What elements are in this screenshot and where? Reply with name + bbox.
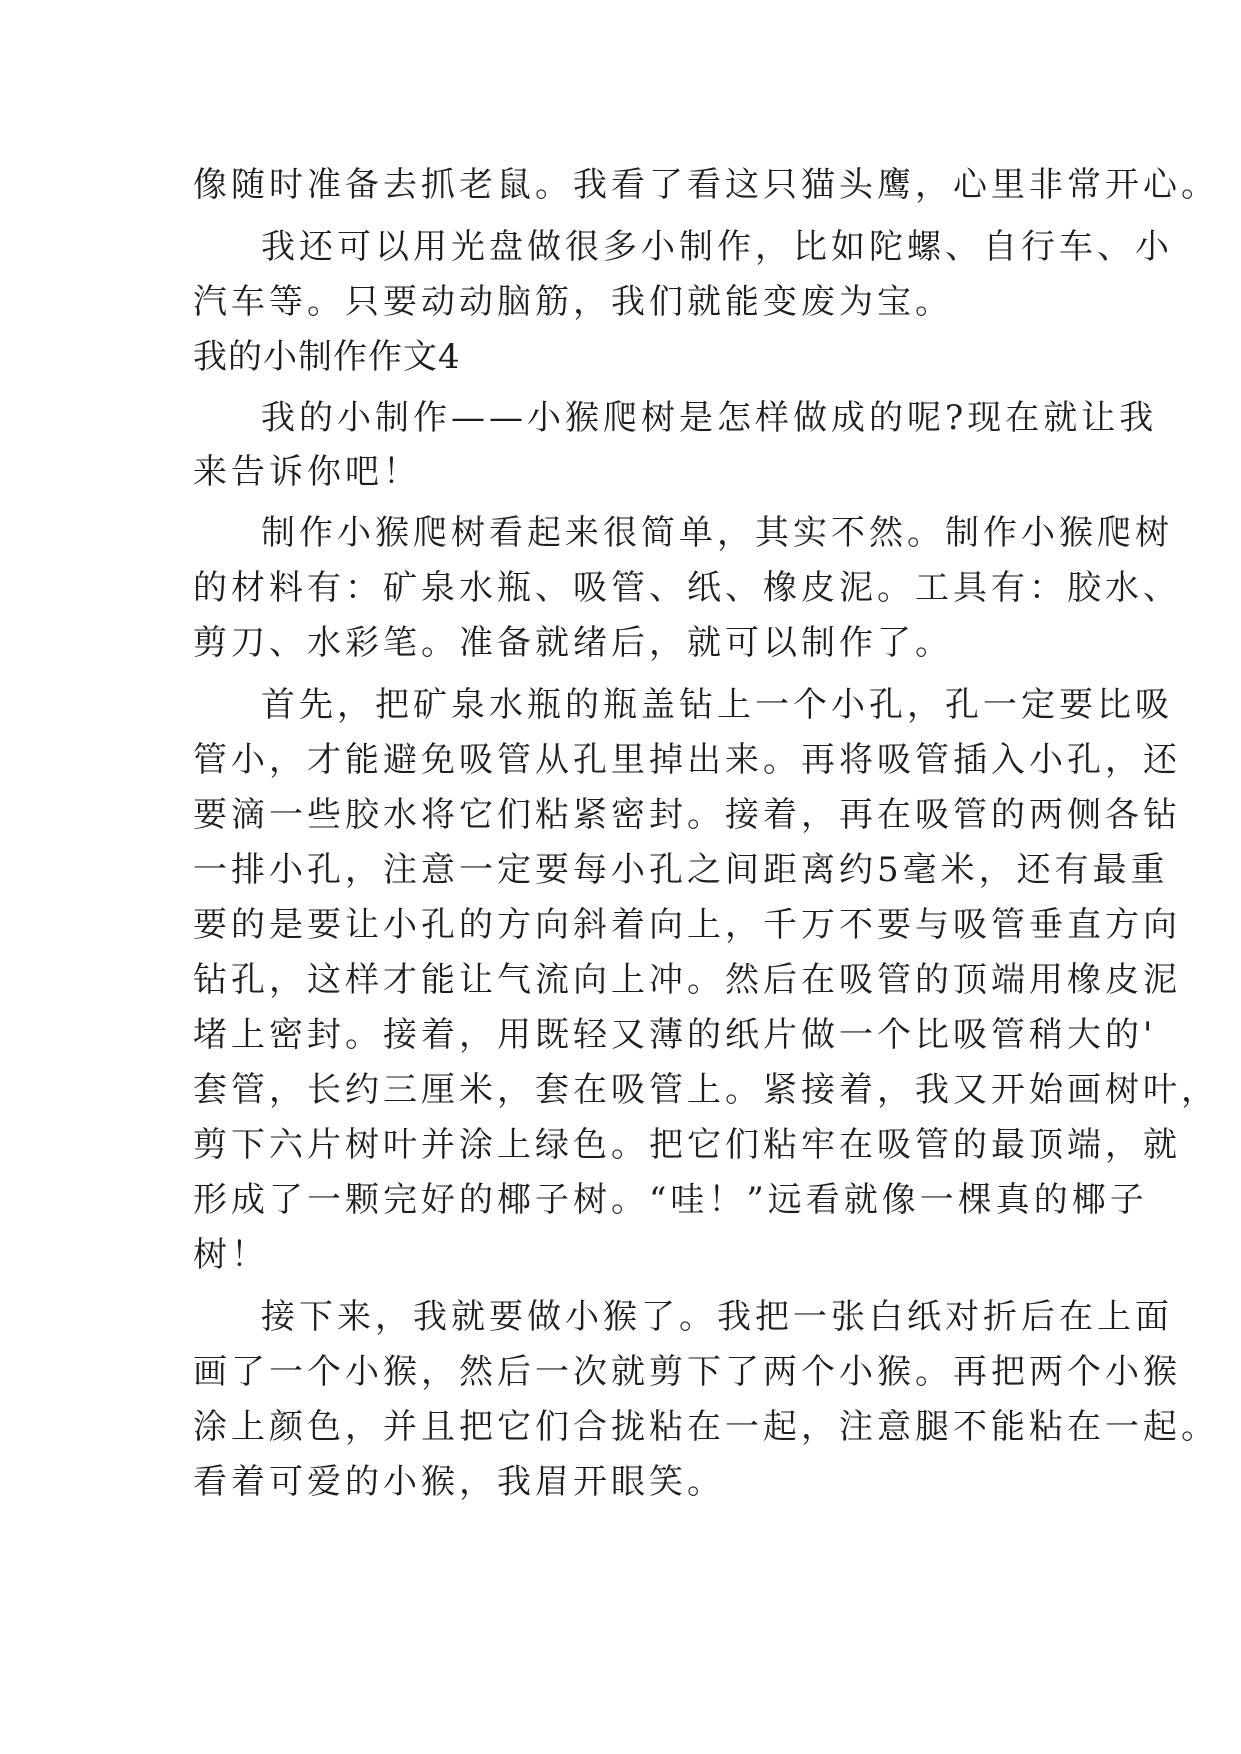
paragraph-line: 钻孔，这样才能让气流向上冲。然后在吸管的顶端用橡皮泥 xyxy=(193,960,1181,1000)
paragraph-line: 我还可以用光盘做很多小制作，比如陀螺、自行车、小 xyxy=(261,227,1173,267)
paragraph-line: 剪下六片树叶并涂上绿色。把它们粘牢在吸管的最顶端，就 xyxy=(193,1125,1181,1165)
paragraph-line: 接下来，我就要做小猴了。我把一张白纸对折后在上面 xyxy=(261,1297,1173,1337)
section-heading: 我的小制作作文4 xyxy=(193,337,461,377)
paragraph-line: 来告诉你吧！ xyxy=(193,452,421,492)
paragraph-line: 的材料有：矿泉水瓶、吸管、纸、橡皮泥。工具有：胶水、 xyxy=(193,568,1181,608)
paragraph-line: 汽车等。只要动动脑筋，我们就能变废为宝。 xyxy=(193,282,953,322)
paragraph-line: 剪刀、水彩笔。准备就绪后，就可以制作了。 xyxy=(193,623,953,663)
paragraph-line: 管小，才能避免吸管从孔里掉出来。再将吸管插入小孔，还 xyxy=(193,740,1181,780)
paragraph-line: 制作小猴爬树看起来很简单，其实不然。制作小猴爬树 xyxy=(261,513,1173,553)
paragraph-line: 树！ xyxy=(193,1235,269,1275)
paragraph-line: 要的是要让小孔的方向斜着向上，千万不要与吸管垂直方向 xyxy=(193,905,1181,945)
paragraph-line: 形成了一颗完好的椰子树。“哇！”远看就像一棵真的椰子 xyxy=(193,1180,1148,1220)
paragraph-line: 涂上颜色，并且把它们合拢粘在一起，注意腿不能粘在一起。 xyxy=(193,1407,1219,1447)
paragraph-line: 画了一个小猴，然后一次就剪下了两个小猴。再把两个小猴 xyxy=(193,1352,1181,1392)
paragraph-line: 要滴一些胶水将它们粘紧密封。接着，再在吸管的两侧各钻 xyxy=(193,795,1181,835)
paragraph-line: 堵上密封。接着，用既轻又薄的纸片做一个比吸管稍大的' xyxy=(193,1015,1157,1055)
paragraph-line: 我的小制作——小猴爬树是怎样做成的呢?现在就让我 xyxy=(261,398,1158,438)
paragraph-line: 像随时准备去抓老鼠。我看了看这只猫头鹰，心里非常开心。 xyxy=(193,165,1219,205)
paragraph-line: 首先，把矿泉水瓶的瓶盖钻上一个小孔，孔一定要比吸 xyxy=(261,685,1173,725)
paragraph-line: 套管，长约三厘米，套在吸管上。紧接着，我又开始画树叶， xyxy=(193,1070,1219,1110)
paragraph-line: 一排小孔，注意一定要每小孔之间距离约5毫米，还有最重 xyxy=(193,850,1169,890)
paragraph-line: 看着可爱的小猴，我眉开眼笑。 xyxy=(193,1462,725,1502)
